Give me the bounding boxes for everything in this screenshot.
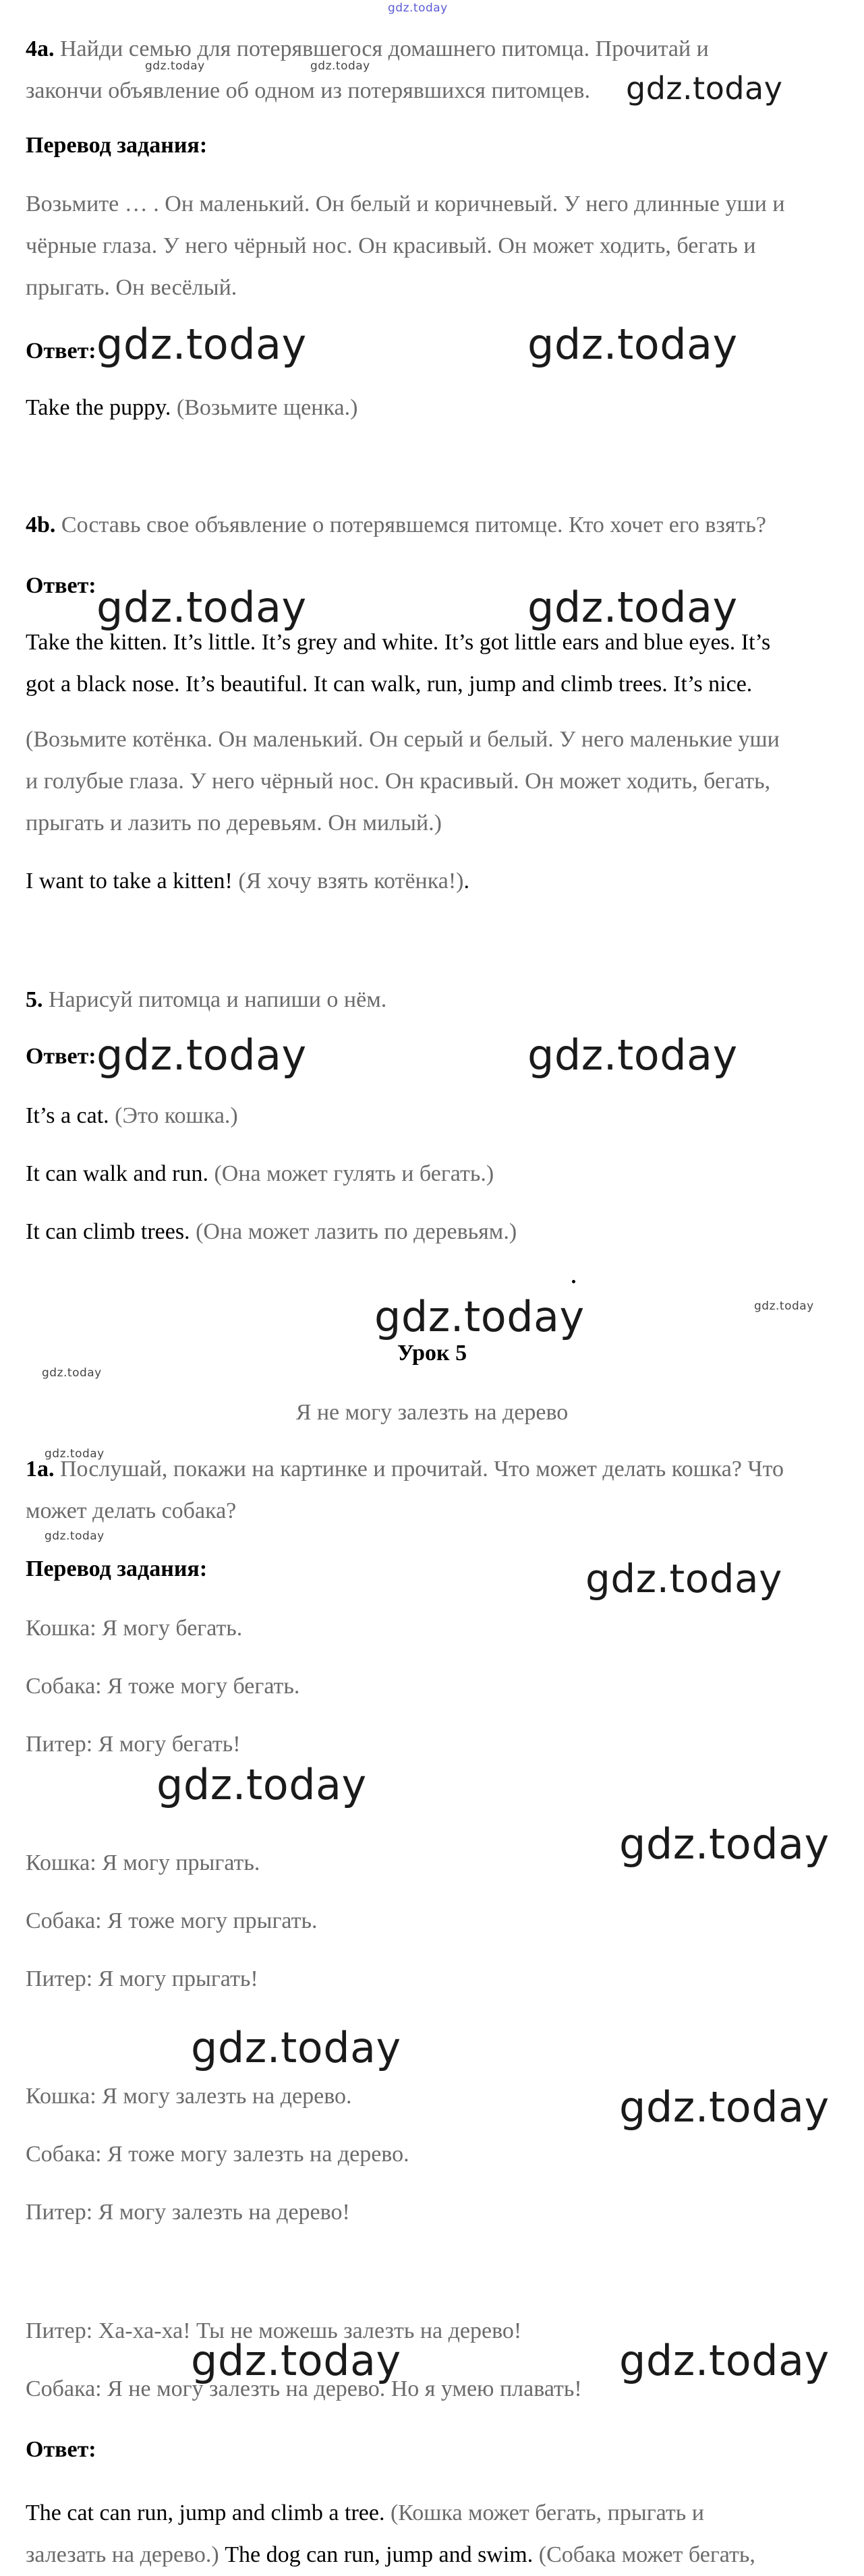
- dialogue-line: Питер: Я могу залезть на дерево!: [26, 2200, 350, 2225]
- dialogue-line: Собака: Я тоже могу залезть на дерево.: [26, 2142, 409, 2167]
- answer-ru: (Кошка может бегать, прыгать и: [390, 2500, 704, 2525]
- task-4b-ru-line1: (Возьмите котёнка. Он маленький. Он серый и белый. У него маленькие уши: [26, 727, 780, 752]
- dialogue-line: Собака: Я тоже могу бегать.: [26, 1674, 300, 1699]
- watermark: gdz.today: [754, 1299, 814, 1313]
- task-4b-answer-label: Ответ:: [26, 573, 96, 598]
- task-1a-translation-heading: Перевод задания:: [26, 1556, 208, 1581]
- watermark: gdz.today: [619, 2336, 830, 2385]
- task-number: 1a.: [26, 1457, 55, 1482]
- lesson-subtitle: Я не могу залезть на дерево: [295, 1400, 569, 1425]
- watermark: gdz.today: [96, 320, 307, 369]
- task-4b-prompt: [26, 504, 842, 546]
- answer-en: Take the puppy.: [26, 395, 171, 420]
- watermark: gdz.today: [96, 583, 307, 632]
- task-number: 4b.: [26, 513, 56, 537]
- line-ru: (Она может гулять и бегать.): [214, 1161, 494, 1186]
- line-en: It’s a cat.: [26, 1103, 109, 1128]
- task-4b-ru-line2: и голубые глаза. У него чёрный нос. Он красивый. Он может ходить, бегать,: [26, 769, 771, 794]
- want-end: .: [463, 869, 469, 894]
- task-4b-en-line1: Take the kitten. It’s little. It’s grey and white. It’s got little ears and blue eyes. It’s: [26, 630, 771, 655]
- answer-ru: (Возьмите щенка.): [176, 395, 358, 420]
- task-text: Послушай, покажи на картинке и прочитай. Что может делать кошка? Что: [60, 1457, 784, 1482]
- watermark-top: gdz.today: [388, 1, 448, 15]
- dialogue-line: Собака: Я тоже могу прыгать.: [26, 1908, 318, 1933]
- stray-dot: [572, 1280, 575, 1283]
- watermark: gdz.today: [45, 1447, 105, 1461]
- watermark: gdz.today: [619, 2082, 830, 2132]
- answer-en: The dog can run, jump and swim.: [225, 2542, 534, 2567]
- line-ru: (Это кошка.): [115, 1103, 238, 1128]
- watermark: gdz.today: [626, 70, 783, 107]
- dialogue-line: Собака: Я не могу залезть на дерево. Но я умею плавать!: [26, 2376, 582, 2401]
- task-1a-answer-label: Ответ:: [26, 2437, 96, 2462]
- task-text: Нарисуй питомца и напиши о нём.: [49, 987, 387, 1012]
- dialogue-line: Кошка: Я могу залезть на дерево.: [26, 2084, 352, 2109]
- task-4b-want: [26, 860, 842, 902]
- task-4b-ru-line3: прыгать и лазить по деревьям. Он милый.): [26, 811, 442, 836]
- watermark: gdz.today: [191, 2336, 401, 2385]
- line-en: It can walk and run.: [26, 1161, 208, 1186]
- watermark: gdz.today: [191, 2023, 401, 2072]
- want-en: I want to take a kitten!: [26, 869, 233, 894]
- task-5-line: [26, 1153, 842, 1195]
- dialogue-line: Кошка: Я могу прыгать.: [26, 1850, 260, 1875]
- dialogue-line: Питер: Ха-ха-ха! Ты не можешь залезть на дерево!: [26, 2318, 522, 2343]
- answer-ru: (Собака может бегать,: [538, 2542, 755, 2567]
- task-text: Составь свое объявление о потерявшемся питомце. Кто хочет его взять?: [61, 513, 766, 537]
- task-4a-answer-label: Ответ:: [26, 339, 96, 363]
- watermark: gdz.today: [96, 1030, 307, 1080]
- line-ru: (Она может лазить по деревьям.): [196, 1219, 517, 1244]
- task-4a-translation-line3: прыгать. Он весёлый.: [26, 275, 237, 300]
- watermark: gdz.today: [145, 59, 205, 73]
- task-1a-answer-line1: [26, 2492, 842, 2534]
- watermark: gdz.today: [527, 320, 738, 369]
- watermark: gdz.today: [527, 583, 738, 632]
- task-5-answer-label: Ответ:: [26, 1044, 96, 1069]
- task-4b-en-line2: got a black nose. It’s beautiful. It can walk, run, jump and climb trees. It’s nice.: [26, 672, 753, 697]
- task-4a-translation-line2: чёрные глаза. У него чёрный нос. Он красивый. Он может ходить, бегать и: [26, 233, 756, 258]
- task-4a-translation-heading: Перевод задания:: [26, 133, 208, 158]
- watermark: gdz.today: [310, 59, 370, 73]
- answer-ru: залезать на дерево.): [26, 2542, 219, 2567]
- line-en: It can climb trees.: [26, 1219, 190, 1244]
- task-number: 4a.: [26, 36, 55, 61]
- dialogue-line: Кошка: Я могу бегать.: [26, 1616, 243, 1641]
- task-4a-answer: [26, 387, 842, 429]
- watermark: gdz.today: [45, 1529, 105, 1543]
- watermark: gdz.today: [374, 1292, 585, 1341]
- task-1a-prompt-line2: может делать собака?: [26, 1498, 237, 1523]
- watermark: gdz.today: [156, 1760, 367, 1809]
- answer-en: The cat can run, jump and climb a tree.: [26, 2500, 385, 2525]
- task-text: Найди семью для потерявшегося домашнего питомца. Прочитай и: [60, 36, 709, 61]
- task-5-prompt: [26, 979, 842, 1021]
- dialogue-line: Питер: Я могу прыгать!: [26, 1966, 258, 1991]
- lesson-title: Урок 5: [397, 1341, 467, 1366]
- dialogue-line: Питер: Я могу бегать!: [26, 1732, 241, 1757]
- task-5-line: [26, 1211, 842, 1253]
- want-ru: (Я хочу взять котёнка!): [238, 869, 464, 894]
- watermark: gdz.today: [42, 1366, 102, 1380]
- watermark: gdz.today: [527, 1030, 738, 1080]
- task-4a-translation-line1: Возьмите … . Он маленький. Он белый и коричневый. У него длинные уши и: [26, 192, 785, 216]
- task-1a-prompt-line1: [26, 1448, 842, 1490]
- task-4a-prompt-line2: закончи объявление об одном из потерявшихся питомцев.: [26, 78, 590, 103]
- watermark: gdz.today: [619, 1819, 830, 1869]
- watermark: gdz.today: [585, 1556, 782, 1602]
- task-5-line: [26, 1095, 842, 1137]
- task-number: 5.: [26, 987, 43, 1012]
